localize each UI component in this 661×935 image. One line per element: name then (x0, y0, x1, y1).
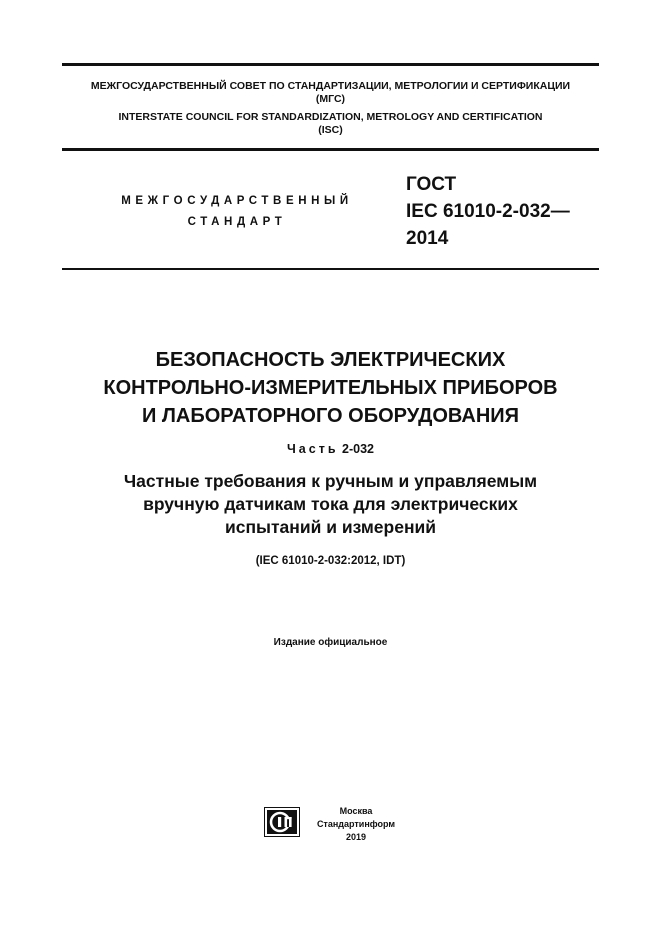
gost-label: ГОСТ (406, 174, 457, 195)
title-line-3: И ЛАБОРАТОРНОГО ОБОРУДОВАНИЯ (141, 405, 520, 427)
publisher-name: Стандартинформ (316, 819, 396, 829)
gost-number: IEC 61010-2-032— (406, 201, 570, 222)
standartinform-logo-icon (264, 807, 300, 837)
document-title (62, 346, 599, 430)
standard-type-line1: МЕЖГОСУДАРСТВЕННЫЙ (121, 195, 353, 207)
edition-note: Издание официальное (273, 637, 388, 648)
top-rule (62, 63, 599, 66)
header-divider (62, 148, 599, 151)
title-line-2: КОНТРОЛЬНО-ИЗМЕРИТЕЛЬНЫХ ПРИБОРОВ (103, 377, 558, 399)
council-name-ru: МЕЖГОСУДАРСТВЕННЫЙ СОВЕТ ПО СТАНДАРТИЗАЦИИ, МЕТРОЛОГИИ И СЕРТИФИКАЦИИ (90, 80, 571, 92)
standard-type (112, 191, 362, 233)
designation-divider (62, 268, 599, 270)
subtitle-line-1: Частные требования к ручным и управляемым (123, 471, 538, 491)
part-number: 2-032 (342, 442, 374, 456)
publisher-year: 2019 (345, 832, 367, 842)
part-label: Часть (287, 442, 339, 456)
part-heading (62, 442, 599, 456)
council-header (62, 80, 599, 137)
subtitle-line-2: вручную датчикам тока для электрических (143, 494, 518, 514)
iec-reference: (IEC 61010-2-032:2012, IDT) (255, 555, 406, 567)
gost-designation (406, 171, 570, 252)
standard-type-line2: СТАНДАРТ (187, 216, 287, 228)
document-subtitle (62, 470, 599, 539)
subtitle-line-3: испытаний и измерений (224, 517, 437, 537)
gost-year: 2014 (406, 228, 449, 249)
title-line-1: БЕЗОПАСНОСТЬ ЭЛЕКТРИЧЕСКИХ (155, 349, 506, 371)
council-abbr-ru: (МГС) (315, 93, 346, 105)
council-name-en: INTERSTATE COUNCIL FOR STANDARDIZATION, METROLOGY AND CERTIFICATION (118, 111, 543, 123)
council-abbr-en: (ISC) (318, 124, 343, 136)
publisher-block (304, 805, 408, 844)
publisher-city: Москва (339, 806, 373, 816)
